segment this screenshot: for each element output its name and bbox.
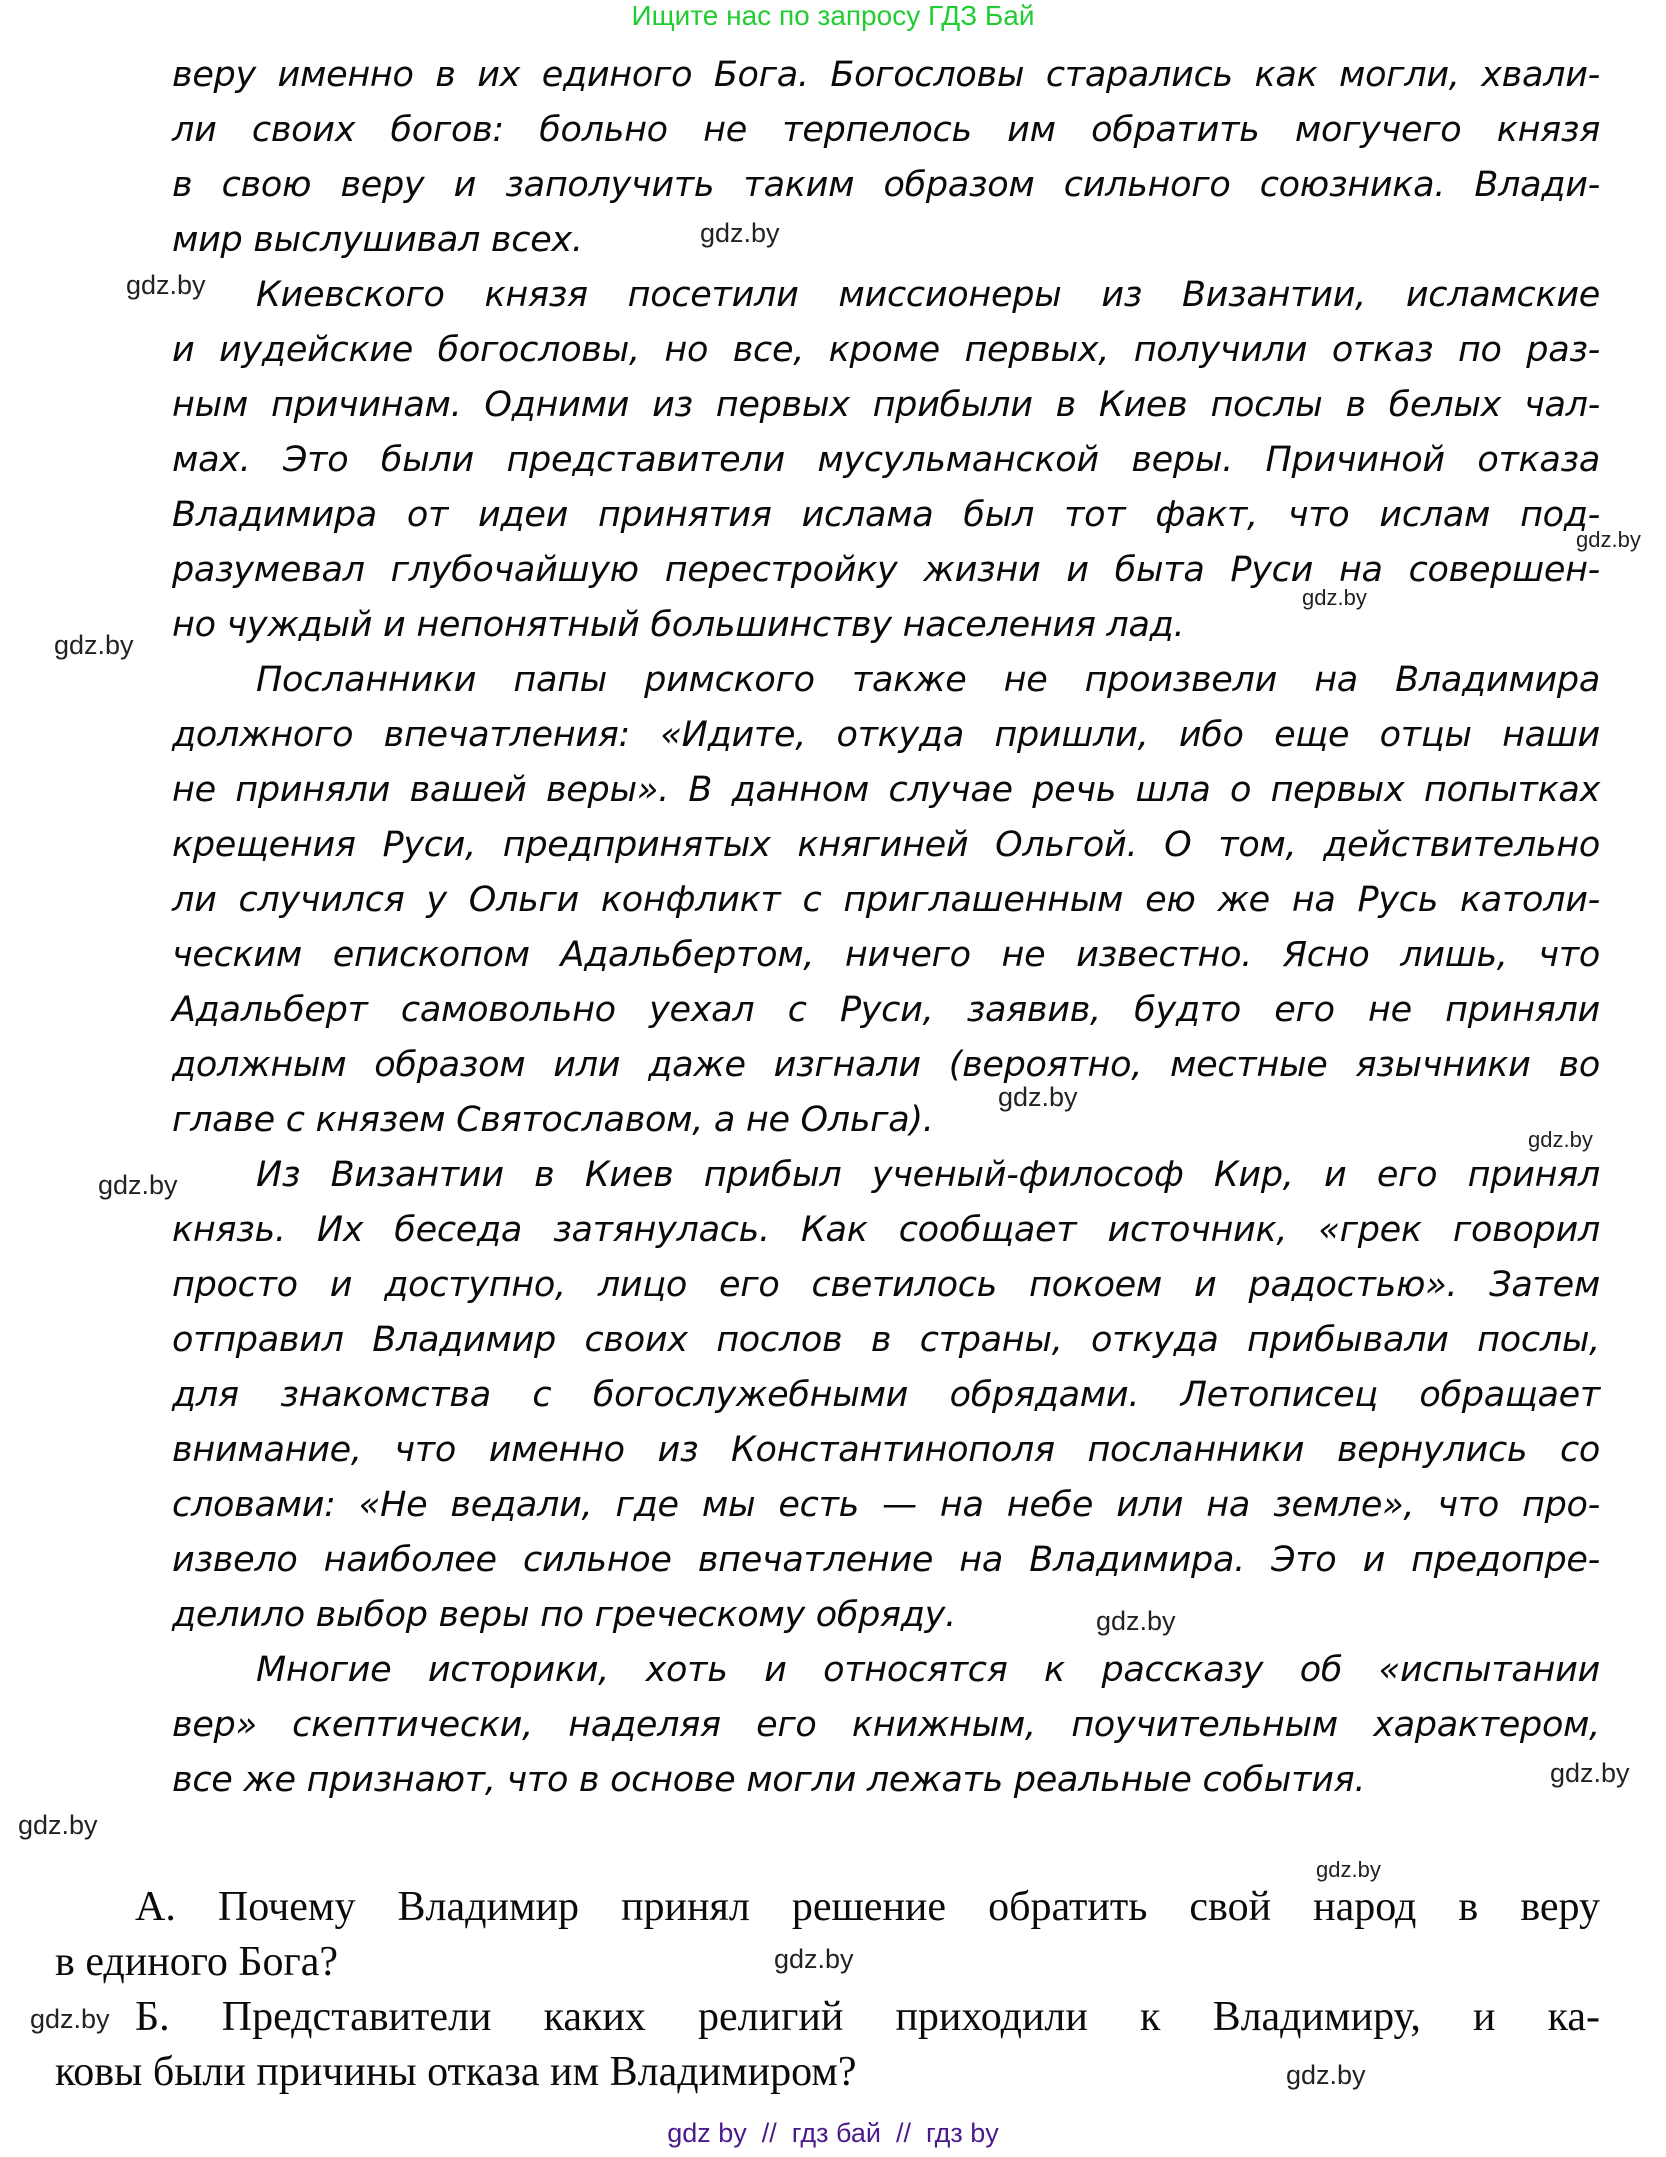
paragraph xyxy=(172,48,1600,268)
watermark: gdz.by xyxy=(1576,527,1641,552)
text-line: и иудейские богословы, но все, кроме первых, получили отказ по раз- xyxy=(172,330,1600,370)
search-hint-text: Ищите нас по запросу ГДЗ Бай xyxy=(631,0,1035,31)
article-body xyxy=(172,48,1600,1808)
watermark: gdz.by xyxy=(998,1082,1078,1112)
text-line: Владимира от идеи принятия ислама был тот факт, что ислам под- xyxy=(172,495,1600,535)
text-line: вер» скептически, наделяя его книжным, поучительным характером, xyxy=(172,1705,1600,1745)
text-line: для знакомства с богослужебными обрядами. Летописец обращает xyxy=(172,1375,1600,1415)
text-line: крещения Руси, предпринятых княгиней Ольгой. О том, действительно xyxy=(172,825,1600,865)
watermark: gdz.by xyxy=(54,630,134,660)
paragraph xyxy=(172,1148,1600,1643)
search-hint-banner xyxy=(0,0,1666,32)
text-line: ли своих богов: больно не терпелось им обратить могучего князя xyxy=(172,110,1600,150)
watermark: gdz.by xyxy=(1286,2060,1366,2090)
watermark: gdz.by xyxy=(30,2004,110,2034)
footer-banner: gdz by // гдз бай // гдз by xyxy=(667,2118,999,2148)
text-line: Посланники папы римского также не произвели на Владимира xyxy=(256,660,1600,700)
text-line: князь. Их беседа затянулась. Как сообщает источник, «грек говорил xyxy=(172,1210,1600,1250)
questions-section xyxy=(55,1880,1600,2100)
text-line: ли случился у Ольги конфликт с приглашенным ею же на Русь католи- xyxy=(172,880,1600,920)
question-line: в единого Бога? xyxy=(55,1939,339,1985)
text-line: Адальберт самовольно уехал с Руси, заявив, будто его не приняли xyxy=(172,990,1600,1030)
watermark: gdz.by xyxy=(98,1170,178,1200)
text-line: в свою веру и заполучить таким образом сильного союзника. Влади- xyxy=(172,165,1600,205)
text-line: Многие историки, хоть и относятся к рассказу об «испытании xyxy=(256,1650,1600,1690)
text-line: мир выслушивал всех. xyxy=(172,220,583,260)
watermark: gdz.by xyxy=(1302,585,1367,610)
question-line: Б. Представители каких религий приходили к Владимиру, и ка- xyxy=(135,1994,1600,2040)
text-line: все же признают, что в основе могли лежать реальные события. xyxy=(172,1760,1366,1800)
watermark: gdz.by xyxy=(1316,1857,1381,1882)
watermark: gdz.by xyxy=(774,1944,854,1974)
watermark: gdz.by xyxy=(18,1810,98,1840)
text-line: делило выбор веры по греческому обряду. xyxy=(172,1595,956,1635)
text-line: Из Византии в Киев прибыл ученый-философ Кир, и его принял xyxy=(256,1155,1600,1195)
text-line: мах. Это были представители мусульманской веры. Причиной отказа xyxy=(172,440,1600,480)
question-b xyxy=(55,1990,1600,2100)
text-line: словами: «Не ведали, где мы есть — на небе или на земле», что про- xyxy=(172,1485,1600,1525)
text-line: отправил Владимир своих послов в страны, откуда прибывали послы, xyxy=(172,1320,1600,1360)
paragraph xyxy=(172,1643,1600,1808)
watermark: gdz.by xyxy=(1096,1606,1176,1636)
watermark: gdz.by xyxy=(126,270,206,300)
text-line: должным образом или даже изгнали (вероятно, местные язычники во xyxy=(172,1045,1600,1085)
text-line: просто и доступно, лицо его светилось покоем и радостью». Затем xyxy=(172,1265,1600,1305)
text-line: главе с князем Святославом, а не Ольга). xyxy=(172,1100,934,1140)
question-line: А. Почему Владимир принял решение обратить свой народ в веру xyxy=(135,1884,1600,1930)
watermark: gdz.by xyxy=(1550,1758,1630,1788)
text-line: ческим епископом Адальбертом, ничего не известно. Ясно лишь, что xyxy=(172,935,1600,975)
paragraph xyxy=(172,268,1600,653)
text-line: ным причинам. Одними из первых прибыли в Киев послы в белых чал- xyxy=(172,385,1600,425)
text-line: извело наиболее сильное впечатление на Владимира. Это и предопре- xyxy=(172,1540,1600,1580)
watermark: gdz.by xyxy=(1528,1127,1593,1152)
text-line: но чуждый и непонятный большинству населения лад. xyxy=(172,605,1185,645)
text-line: внимание, что именно из Константинополя посланники вернулись со xyxy=(172,1430,1600,1470)
text-line: Киевского князя посетили миссионеры из Византии, исламские xyxy=(256,275,1600,315)
text-line: должного впечатления: «Идите, откуда пришли, ибо еще отцы наши xyxy=(172,715,1600,755)
paragraph xyxy=(172,653,1600,1148)
text-line: веру именно в их единого Бога. Богословы старались как могли, хвали- xyxy=(172,55,1600,95)
question-line: ковы были причины отказа им Владимиром? xyxy=(55,2049,857,2095)
text-line: разумевал глубочайшую перестройку жизни и быта Руси на совершен- xyxy=(172,550,1600,590)
watermark: gdz.by xyxy=(700,218,780,248)
text-line: не приняли вашей веры». В данном случае речь шла о первых попытках xyxy=(172,770,1600,810)
